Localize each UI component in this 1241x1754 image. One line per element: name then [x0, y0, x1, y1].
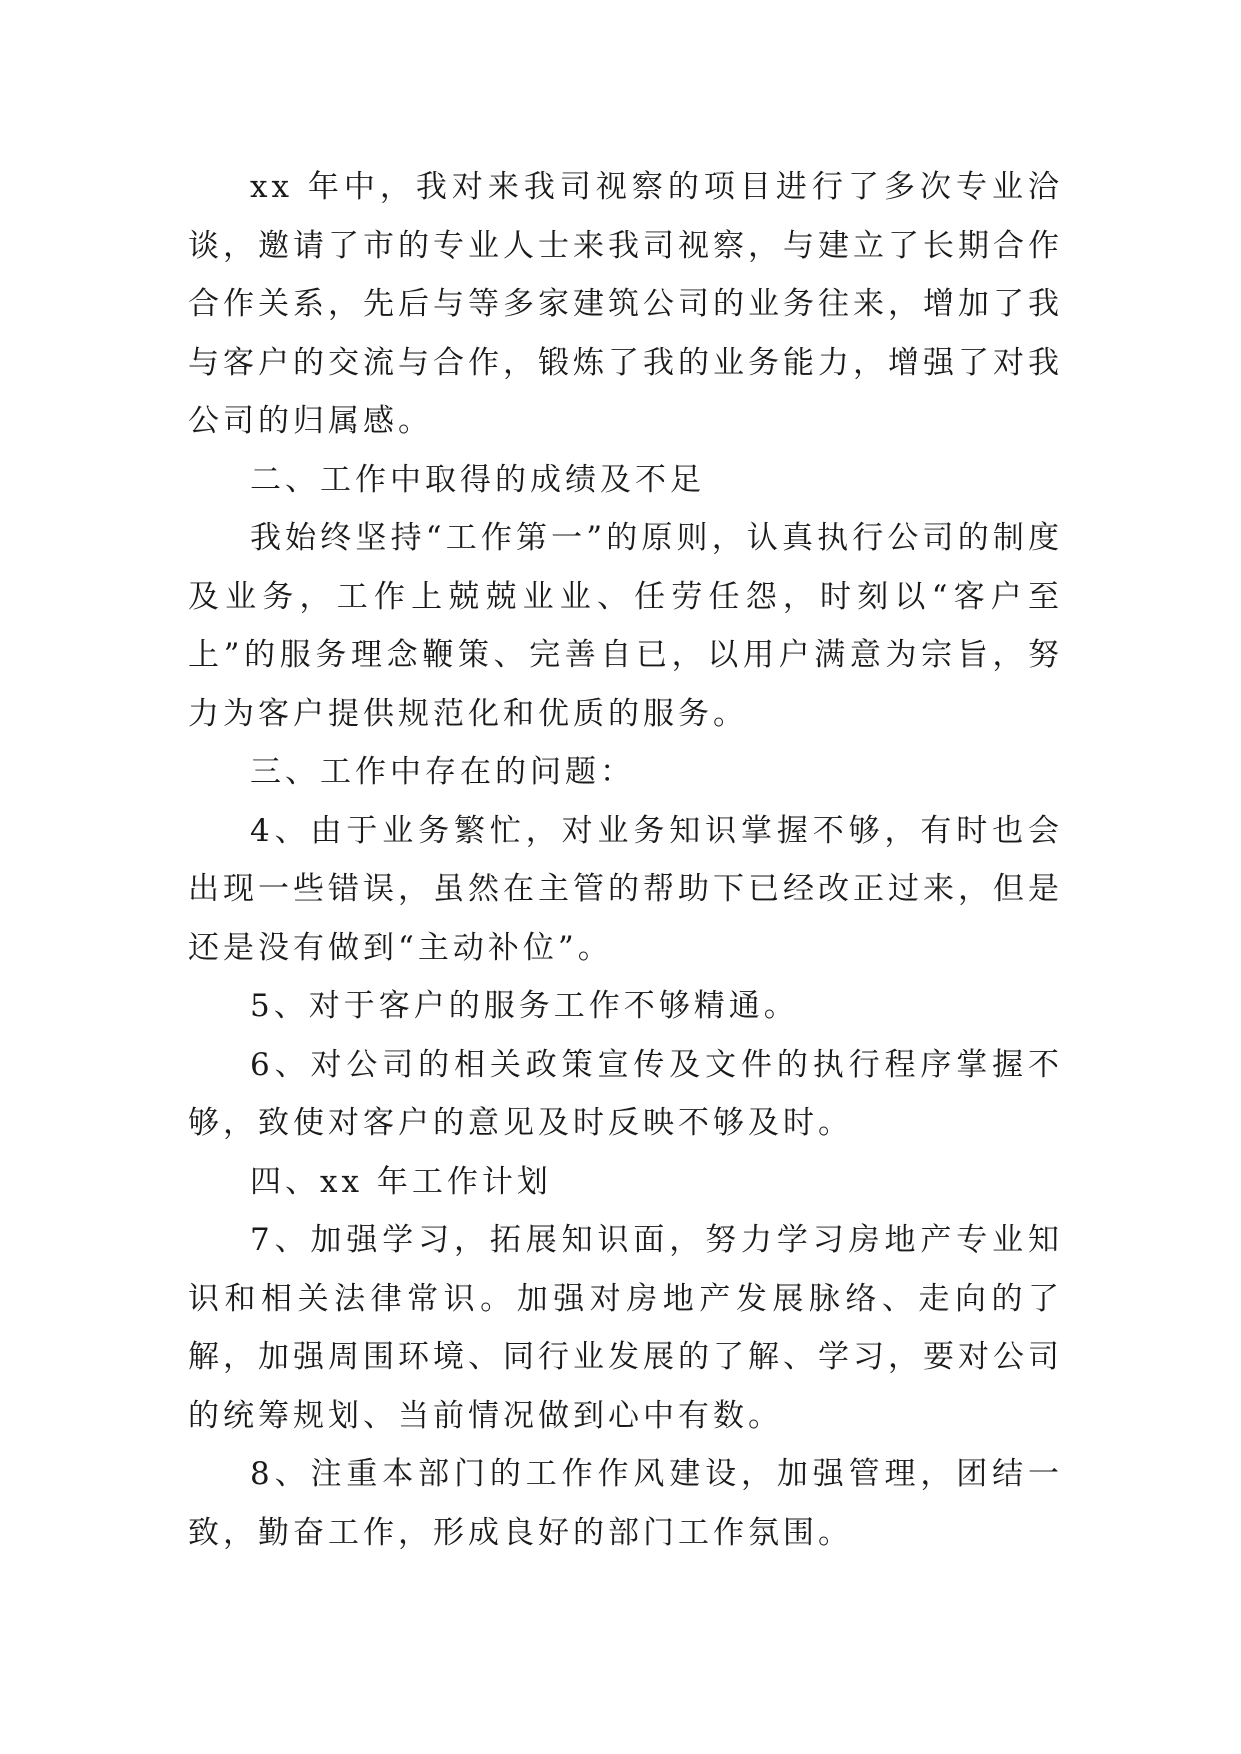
paragraph-achievements: 我始终坚持“工作第一”的原则，认真执行公司的制度及业务，工作上兢兢业业、任劳任怨，时刻以“客户至上”的服务理念鞭策、完善自已，以用户满意为宗旨，努力为客户提供规范化和优质的服务。: [188, 520, 1063, 732]
paragraph-problem-5: 5、对于客户的服务工作不够精通。: [250, 988, 799, 1024]
section-heading-problems: 三、工作中存在的问题：: [250, 754, 635, 790]
paragraph-plan-8: 8、注重本部门的工作作风建设，加强管理，团结一致，勤奋工作，形成良好的部门工作氛围。: [188, 1456, 1063, 1551]
paragraph-problem-4: 4、由于业务繁忙，对业务知识掌握不够，有时也会出现一些错误，虽然在主管的帮助下已经改正过来，但是还是没有做到“主动补位”。: [188, 812, 1063, 966]
document-body: [188, 158, 1063, 1562]
paragraph-intro: xx 年中，我对来我司视察的项目进行了多次专业洽谈，邀请了市的专业人士来我司视察，与建立了长期合作合作关系，先后与等多家建筑公司的业务往来，增加了我与客户的交流与合作，锻炼了我的业务能力，增强了对我公司的归属感。: [188, 169, 1063, 439]
paragraph-problem-6: 6、对公司的相关政策宣传及文件的执行程序掌握不够，致使对客户的意见及时反映不够及时。: [188, 1046, 1063, 1141]
section-heading-achievements: 二、工作中取得的成绩及不足: [250, 461, 705, 498]
section-heading-plan: 四、xx 年工作计划: [250, 1163, 552, 1200]
paragraph-plan-7: 7、加强学习，拓展知识面，努力学习房地产专业知识和相关法律常识。加强对房地产发展脉络、走向的了解，加强周围环境、同行业发展的了解、学习，要对公司的统筹规划、当前情况做到心中有数。: [188, 1222, 1063, 1434]
